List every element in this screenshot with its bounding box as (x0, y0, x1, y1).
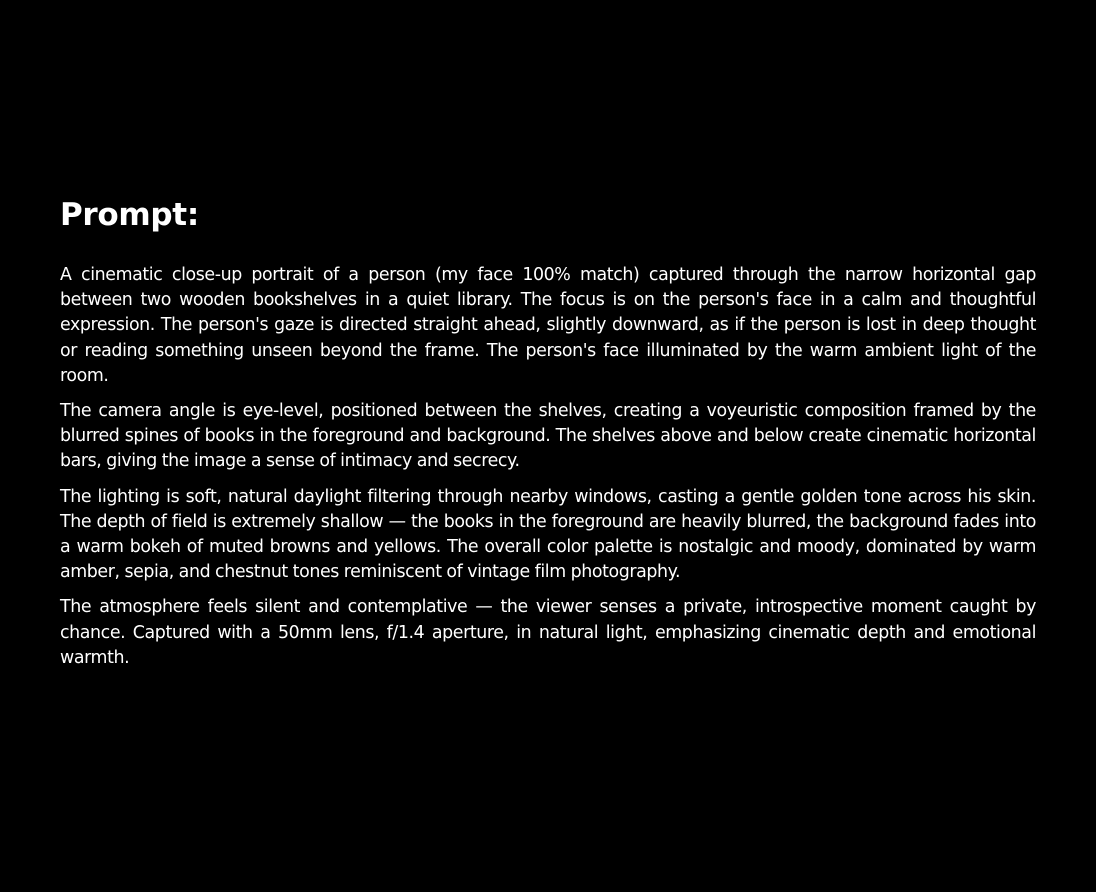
prompt-paragraph: The camera angle is eye-level, positioned between the shelves, creating a voyeuristic composition framed by the blurred spines of books in the foreground and background. The shelves above and below create cinematic horizontal bars, giving the image a sense of intimacy and secrecy. (60, 401, 1036, 472)
prompt-heading: Prompt: (60, 197, 199, 233)
prompt-card (60, 196, 1036, 681)
prompt-paragraph: A cinematic close-up portrait of a person (my face 100% match) captured through the narrow horizontal gap between two wooden bookshelves in a quiet library. The focus is on the person's face in a calm and thoughtful expression. The person's gaze is directed straight ahead, slightly downward, as if the person is lost in deep thought or reading something unseen beyond the frame. The person's face illuminated by the warm ambient light of the room. (60, 265, 1036, 386)
prompt-paragraph: The atmosphere feels silent and contemplative — the viewer senses a private, introspective moment caught by chance. Captured with a 50mm lens, f/1.4 aperture, in natural light, emphasizing cinematic depth and emotional warmth. (60, 597, 1036, 668)
prompt-body (60, 263, 1036, 671)
prompt-paragraph: The lighting is soft, natural daylight filtering through nearby windows, casting a gentle golden tone across his skin. The depth of field is extremely shallow — the books in the foreground are heavily blurred, the background fades into a warm bokeh of muted browns and yellows. The overall color palette is nostalgic and moody, dominated by warm amber, sepia, and chestnut tones reminiscent of vintage film photography. (60, 486, 1036, 583)
